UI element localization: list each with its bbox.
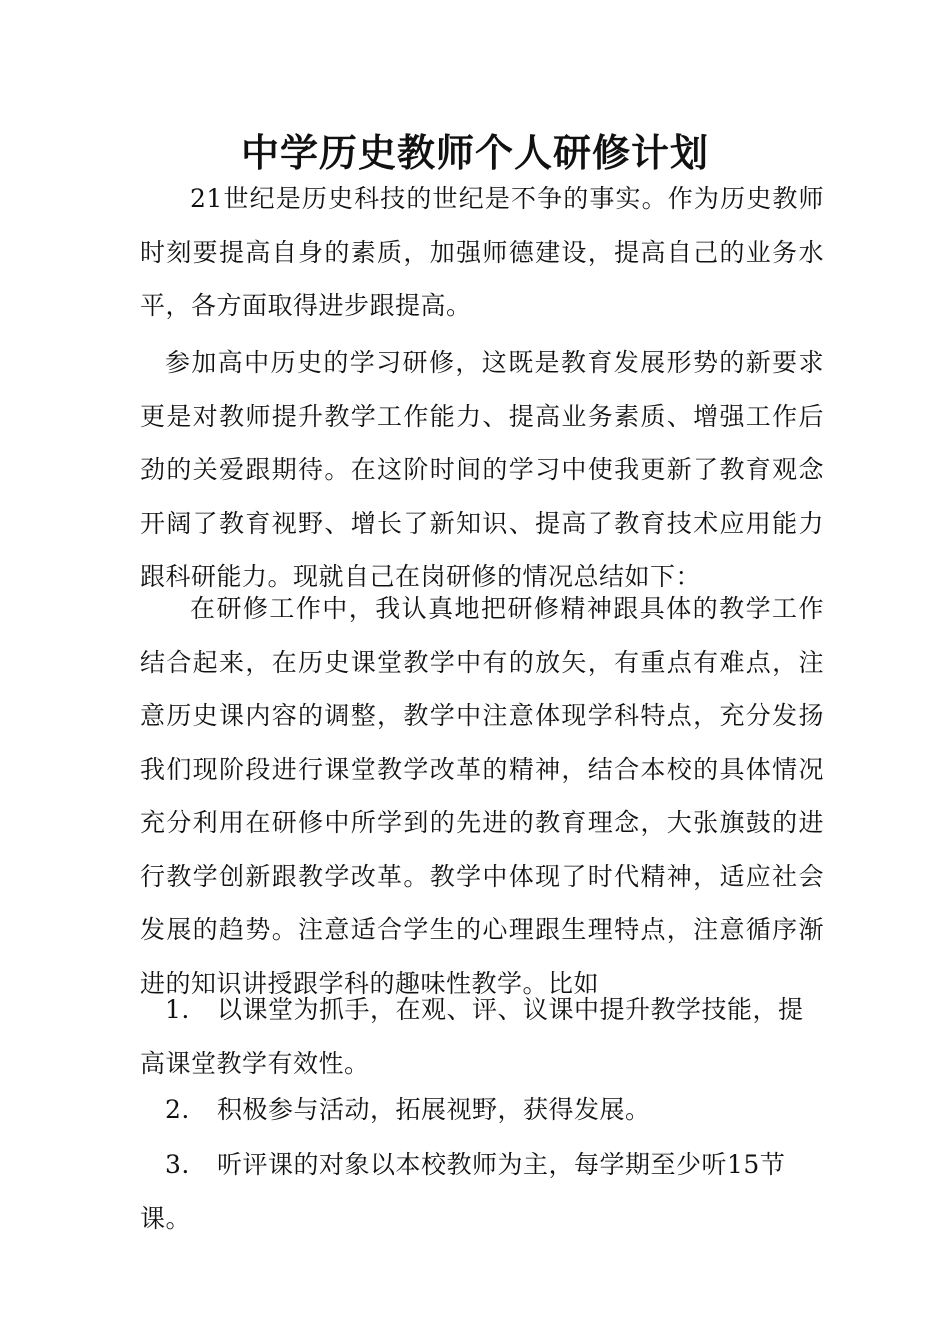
paragraph-intro: 21世纪是历史科技的世纪是不争的事实。作为历史教师时刻要提高自身的素质，加强师德建设，提高自己的业务水平，各方面取得进步跟提高。: [140, 184, 824, 320]
list-item-number: 1.: [165, 995, 190, 1024]
list-item-text: 听评课的对象以本校教师为主，每学期至少听15节课。: [140, 1150, 786, 1233]
list-item-number: 3.: [165, 1150, 190, 1179]
list-item-text: 以课堂为抓手，在观、评、议课中提升教学技能，提高课堂教学有效性。: [140, 995, 804, 1078]
paragraph-study: 参加高中历史的学习研修，这既是教育发展形势的新要求更是对教师提升教学工作能力、提高业务素质、增强工作后劲的关爱跟期待。在这阶时间的学习中使我更新了教育观念开阔了教育视野、增长了新知识、提高了教育技术应用能力跟科研能力。现就自己在岗研修的情况总结如下：: [140, 348, 824, 591]
list-item: [140, 1083, 824, 1137]
list-item-text: 积极参与活动，拓展视野，获得发展。: [217, 1095, 651, 1124]
list-item: [140, 983, 824, 1090]
page-title: 中学历史教师个人研修计划: [240, 130, 709, 176]
paragraph-practice: 在研修工作中，我认真地把研修精神跟具体的教学工作结合起来，在历史课堂教学中有的放矢，有重点有难点，注意历史课内容的调整，教学中注意体现学科特点，充分发扬我们现阶段进行课堂教学改革的精神，结合本校的具体情况充分利用在研修中所学到的先进的教育理念，大张旗鼓的进行教学创新跟教学改革。教学中体现了时代精神，适应社会发展的趋势。注意适合学生的心理跟生理特点，注意循序渐进的知识讲授跟学科的趣味性教学。比如: [140, 594, 824, 998]
list-item: [140, 1138, 824, 1245]
list-item-number: 2.: [165, 1095, 190, 1124]
